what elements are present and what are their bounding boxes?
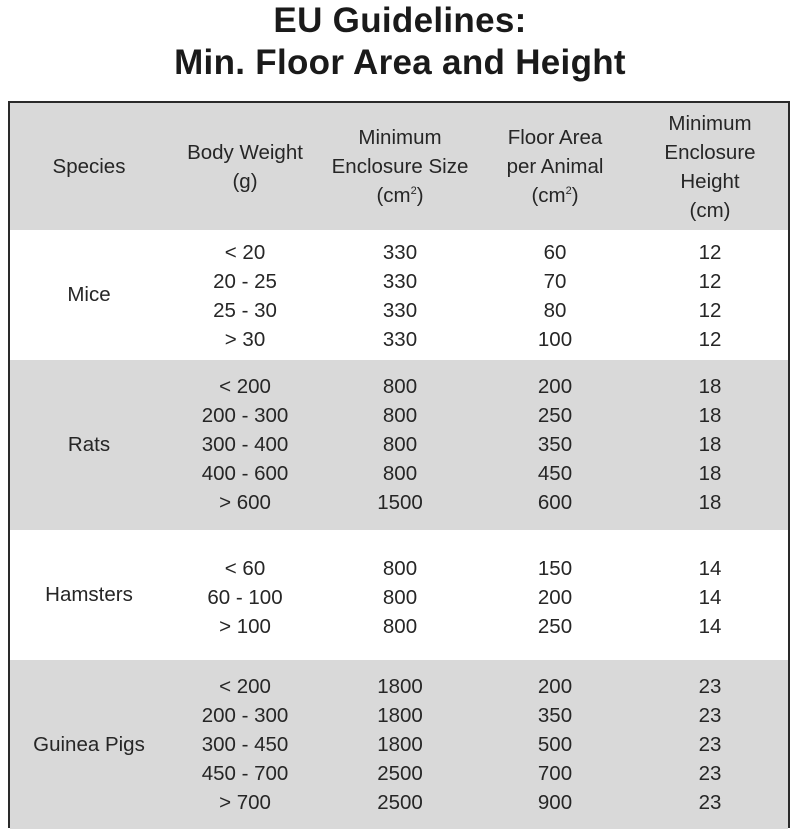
floor-area-cell-column bbox=[480, 372, 630, 517]
header-species: Species bbox=[52, 155, 126, 178]
header-min-height: Minimum Enclosure Height (cm) bbox=[664, 111, 756, 222]
header-body-weight: Body Weight (g) bbox=[187, 140, 303, 193]
floor-area-cell: 100 bbox=[537, 328, 573, 351]
floor-area-cell: 500 bbox=[537, 733, 573, 756]
enclosure-size-cell: 800 bbox=[382, 462, 418, 485]
height-cell: 23 bbox=[698, 791, 722, 814]
title-line-2: Min. Floor Area and Height bbox=[174, 43, 626, 82]
height-cell: 12 bbox=[698, 328, 722, 351]
height-cell: 23 bbox=[698, 704, 722, 727]
floor-area-cell: 600 bbox=[537, 491, 573, 514]
body-weight-cell: > 30 bbox=[224, 328, 266, 351]
enclosure-size-cell: 800 bbox=[382, 433, 418, 456]
floor-area-cell: 80 bbox=[543, 299, 567, 322]
floor-area-cell: 60 bbox=[543, 241, 567, 264]
height-cell: 18 bbox=[698, 404, 722, 427]
enclosure-size-cell: 800 bbox=[382, 615, 418, 638]
enclosure-size-cell-column bbox=[325, 672, 475, 817]
header-floor-area: Floor Area per Animal $(cm^2)$ bbox=[506, 126, 604, 207]
floor-area-cell: 250 bbox=[537, 615, 573, 638]
floor-area-cell: 150 bbox=[537, 557, 573, 580]
species-group bbox=[10, 230, 788, 360]
body-weight-cell: < 20 bbox=[224, 241, 266, 264]
body-weight-cell: 200 - 300 bbox=[201, 404, 289, 427]
body-weight-cell: 450 - 700 bbox=[201, 762, 289, 785]
enclosure-size-cell: 2500 bbox=[377, 762, 423, 785]
height-cell: 12 bbox=[698, 241, 722, 264]
body-weight-cell: 25 - 30 bbox=[213, 299, 277, 322]
height-cell: 23 bbox=[698, 762, 722, 785]
floor-area-cell: 350 bbox=[537, 704, 573, 727]
body-weight-cell: < 200 bbox=[219, 375, 271, 398]
floor-area-cell-column bbox=[480, 238, 630, 354]
enclosure-size-cell: 1800 bbox=[377, 733, 423, 756]
header-min-enclosure-size: Minimum Enclosure Size $(cm^2)$ bbox=[331, 126, 469, 207]
floor-area-cell: 900 bbox=[537, 791, 573, 814]
height-cell: 18 bbox=[698, 433, 722, 456]
table-header-row bbox=[10, 103, 788, 230]
enclosure-size-cell: 330 bbox=[382, 241, 418, 264]
floor-area-cell: 70 bbox=[543, 270, 567, 293]
page-title bbox=[0, 0, 800, 92]
enclosure-size-cell: 330 bbox=[382, 270, 418, 293]
body-weight-cell-column bbox=[170, 372, 320, 517]
height-cell: 14 bbox=[698, 557, 722, 580]
body-weight-cell: 400 - 600 bbox=[201, 462, 289, 485]
body-weight-cell: 20 - 25 bbox=[213, 270, 277, 293]
height-cell: 18 bbox=[698, 462, 722, 485]
enclosure-size-cell: 800 bbox=[382, 375, 418, 398]
body-weight-cell-column bbox=[170, 554, 320, 641]
body-weight-cell: > 600 bbox=[219, 491, 271, 514]
height-cell: 12 bbox=[698, 270, 722, 293]
enclosure-size-cell: 800 bbox=[382, 404, 418, 427]
height-cell-column bbox=[635, 238, 785, 354]
species-name: Rats bbox=[67, 433, 111, 456]
height-cell: 23 bbox=[698, 733, 722, 756]
height-cell: 14 bbox=[698, 615, 722, 638]
height-cell-column bbox=[635, 672, 785, 817]
floor-area-cell: 200 bbox=[537, 675, 573, 698]
body-weight-cell: > 700 bbox=[219, 791, 271, 814]
species-group bbox=[10, 530, 788, 660]
height-cell: 23 bbox=[698, 675, 722, 698]
floor-area-cell: 200 bbox=[537, 375, 573, 398]
species-name: Mice bbox=[67, 283, 111, 306]
enclosure-size-cell: 1800 bbox=[377, 704, 423, 727]
body-weight-cell: 200 - 300 bbox=[201, 704, 289, 727]
body-weight-cell: > 100 bbox=[219, 615, 271, 638]
height-cell: 14 bbox=[698, 586, 722, 609]
species-name: Guinea Pigs bbox=[33, 732, 145, 756]
height-cell: 18 bbox=[698, 491, 722, 514]
floor-area-cell: 200 bbox=[537, 586, 573, 609]
enclosure-size-cell: 800 bbox=[382, 557, 418, 580]
enclosure-size-cell-column bbox=[325, 238, 475, 354]
height-cell-column bbox=[635, 554, 785, 641]
enclosure-size-cell: 330 bbox=[382, 299, 418, 322]
enclosure-size-cell: 2500 bbox=[377, 791, 423, 814]
enclosure-size-cell: 1800 bbox=[377, 675, 423, 698]
body-weight-cell: < 200 bbox=[219, 675, 271, 698]
species-group bbox=[10, 660, 788, 829]
body-weight-cell: 300 - 400 bbox=[201, 433, 289, 456]
enclosure-size-cell: 800 bbox=[382, 586, 418, 609]
body-weight-cell-column bbox=[170, 672, 320, 817]
enclosure-size-cell: 330 bbox=[382, 328, 418, 351]
body-weight-cell-column bbox=[170, 238, 320, 354]
floor-area-cell-column bbox=[480, 672, 630, 817]
enclosure-size-cell: 1500 bbox=[377, 491, 423, 514]
body-weight-cell: 60 - 100 bbox=[207, 586, 283, 609]
body-weight-cell: < 60 bbox=[224, 557, 266, 580]
height-cell: 12 bbox=[698, 299, 722, 322]
floor-area-cell: 700 bbox=[537, 762, 573, 785]
body-weight-cell: 300 - 450 bbox=[201, 733, 289, 756]
species-group bbox=[10, 360, 788, 530]
floor-area-cell: 450 bbox=[537, 462, 573, 485]
title-line-1: EU Guidelines: bbox=[273, 1, 527, 40]
enclosure-size-cell-column bbox=[325, 372, 475, 517]
height-cell-column bbox=[635, 372, 785, 517]
guidelines-table bbox=[8, 101, 790, 828]
floor-area-cell-column bbox=[480, 554, 630, 641]
height-cell: 18 bbox=[698, 375, 722, 398]
enclosure-size-cell-column bbox=[325, 554, 475, 641]
species-name: Hamsters bbox=[45, 583, 133, 606]
floor-area-cell: 250 bbox=[537, 404, 573, 427]
floor-area-cell: 350 bbox=[537, 433, 573, 456]
